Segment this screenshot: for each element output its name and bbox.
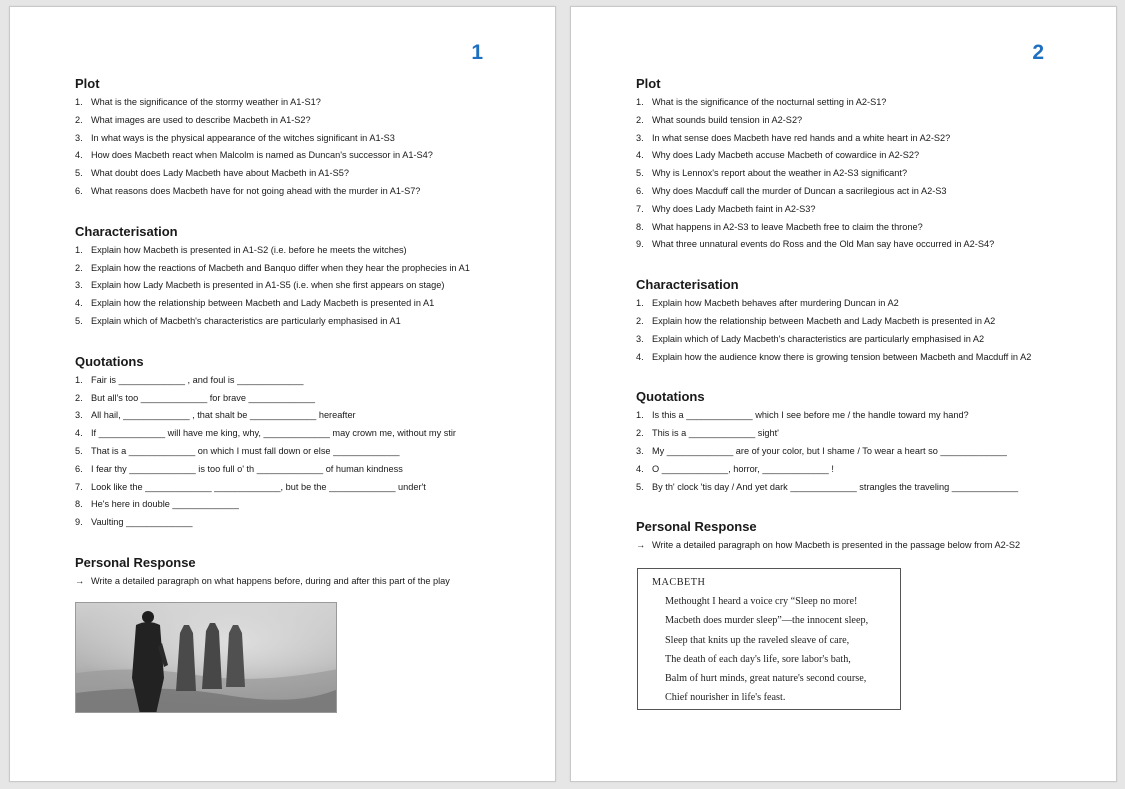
list-item: 4. If _____________ will have me king, why, _____________ may crown me, without my stir [75, 428, 456, 439]
section-heading-quotations: Quotations [636, 389, 705, 405]
characterisation-question-list [636, 295, 1056, 366]
arrow-icon: → [75, 575, 85, 586]
list-item: 9. What three unnatural events do Ross and the Old Man say have occurred in A2-S4? [636, 239, 995, 250]
list-item: 1. Is this a _____________ which I see before me / the handle toward my hand? [636, 410, 969, 421]
list-item: 2. But all's too _____________ for brave _____________ [75, 392, 315, 403]
list-item: 4. Explain how the audience know there is growing tension between Macbeth and Macduff in A2 [636, 351, 1032, 362]
list-item: 5. Why is Lennox's report about the weather in A2-S3 significant? [636, 168, 908, 179]
list-item: 5. Explain which of Macbeth's characteristics are particularly emphasised in A1 [75, 315, 401, 326]
list-item: 6. What reasons does Macbeth have for not going ahead with the murder in A1-S7? [75, 185, 421, 196]
arrow-icon: → [636, 540, 646, 551]
characterisation-question-list [75, 242, 495, 331]
list-item: 3. Explain how Lady Macbeth is presented in A1-S5 (i.e. when she first appears on stage) [75, 280, 445, 291]
list-item: 1. Explain how Macbeth is presented in A1-S2 (i.e. before he meets the witches) [75, 244, 407, 255]
passage-line: Chief nourisher in life's feast. [665, 692, 786, 704]
list-item: 3. Explain which of Lady Macbeth's characteristics are particularly emphasised in A2 [636, 333, 985, 344]
page-number: 2 [1032, 41, 1044, 64]
worksheet-page-2 [570, 6, 1117, 782]
passage-speaker: MACBETH [652, 577, 706, 588]
personal-response-text: Write a detailed paragraph on what happens before, during and after this part of the play [91, 575, 450, 586]
worksheet-page-1 [9, 6, 556, 782]
passage-extract-box [637, 568, 901, 710]
list-item: 2. What sounds build tension in A2-S2? [636, 114, 803, 125]
section-heading-characterisation: Characterisation [75, 223, 178, 239]
list-item: 1. What is the significance of the nocturnal setting in A2-S1? [636, 97, 887, 107]
section-heading-quotations: Quotations [75, 353, 144, 369]
quotations-list [636, 407, 1056, 496]
page-number: 1 [471, 41, 483, 64]
list-item: 2. What images are used to describe Macbeth in A1-S2? [75, 114, 311, 125]
list-item: 3. In what ways is the physical appearance of the witches significant in A1-S3 [75, 132, 395, 143]
plot-question-list [636, 94, 1056, 254]
list-item: 6. Why does Macduff call the murder of Duncan a sacrilegious act in A2-S3 [636, 185, 947, 196]
list-item: 4. Why does Lady Macbeth accuse Macbeth of cowardice in A2-S2? [636, 150, 920, 161]
section-heading-plot: Plot [636, 76, 661, 91]
section-heading-plot: Plot [75, 76, 100, 91]
macbeth-witches-image [75, 602, 337, 713]
passage-line: Sleep that knits up the raveled sleave of care, [665, 634, 850, 646]
list-item: 1. Fair is _____________ , and foul is _____________ [75, 374, 304, 385]
list-item: 1. What is the significance of the stormy weather in A1-S1? [75, 97, 321, 107]
list-item: 9. Vaulting _____________ [75, 517, 193, 528]
section-heading-personal-response: Personal Response [75, 554, 196, 570]
list-item: 6. I fear thy _____________ is too full o' th _____________ of human kindness [75, 463, 403, 474]
list-item: 4. Explain how the relationship between Macbeth and Lady Macbeth is presented in A1 [75, 298, 435, 309]
list-item: 3. All hail, _____________ , that shalt be _____________ hereafter [75, 410, 356, 421]
section-heading-personal-response: Personal Response [636, 519, 757, 535]
plot-question-list [75, 94, 495, 201]
passage-line: Balm of hurt minds, great nature's second course, [665, 673, 867, 685]
list-item: 2. This is a _____________ sight' [636, 428, 779, 439]
list-item: 2. Explain how the relationship between Macbeth and Lady Macbeth is presented in A2 [636, 315, 996, 326]
list-item: 8. He's here in double _____________ [75, 499, 239, 510]
list-item: 2. Explain how the reactions of Macbeth and Banquo differ when they hear the prophecies in A1 [75, 262, 470, 273]
passage-line: The death of each day's life, sore labor's bath, [665, 653, 851, 665]
personal-response-prompt [636, 537, 1056, 554]
passage-lines [652, 592, 900, 708]
list-item: 7. Why does Lady Macbeth faint in A2-S3? [636, 203, 816, 214]
list-item: 7. Look like the _____________ _____________, but be the _____________ under't [75, 481, 426, 492]
list-item: 3. In what sense does Macbeth have red hands and a white heart in A2-S2? [636, 132, 951, 143]
list-item: 4. How does Macbeth react when Malcolm is named as Duncan's successor in A1-S4? [75, 150, 433, 161]
section-heading-characterisation: Characterisation [636, 277, 739, 293]
personal-response-text: Write a detailed paragraph on how Macbeth is presented in the passage below from A2-S2 [652, 540, 1021, 551]
passage-line: Macbeth does murder sleep”—the innocent sleep, [665, 615, 869, 627]
list-item: 5. What doubt does Lady Macbeth have about Macbeth in A1-S5? [75, 168, 349, 179]
list-item: 3. My _____________ are of your color, but I shame / To wear a heart so _____________ [636, 445, 1007, 456]
list-item: 8. What happens in A2-S3 to leave Macbeth free to claim the throne? [636, 221, 923, 232]
list-item: 4. O _____________, horror, _____________ ! [636, 463, 834, 474]
passage-line: Methought I heard a voice cry “Sleep no more! [665, 596, 858, 607]
personal-response-prompt [75, 573, 495, 590]
list-item: 1. Explain how Macbeth behaves after murdering Duncan in A2 [636, 298, 899, 309]
list-item: 5. That is a _____________ on which I must fall down or else _____________ [75, 445, 400, 456]
list-item: 5. By th' clock 'tis day / And yet dark _____________ strangles the traveling _____________ [636, 481, 1019, 492]
quotations-list [75, 372, 495, 532]
